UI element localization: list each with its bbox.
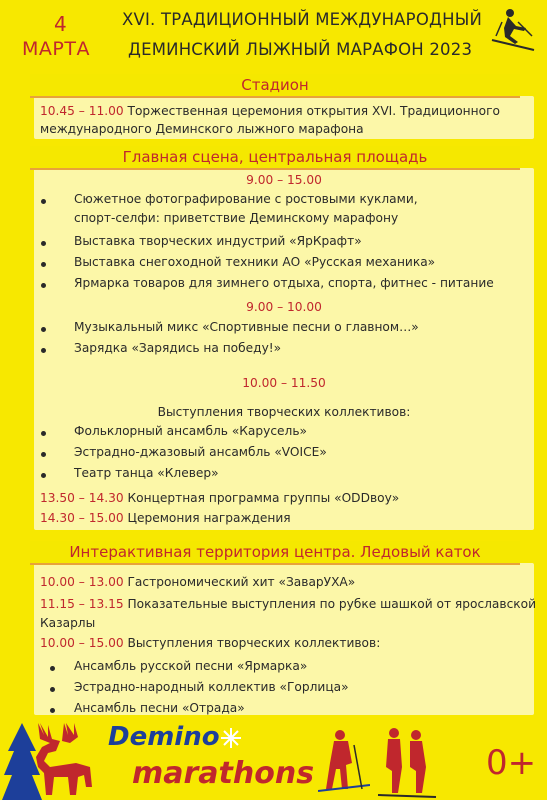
event-text: Выступления творческих коллективов: [127, 636, 381, 650]
title-line-2: ДЕМИНСКИЙ ЛЫЖНЫЙ МАРАФОН 2023 [128, 40, 473, 59]
list-item: Эстрадно-народный коллектив «Горлица» [74, 680, 349, 694]
list-item: Зарядка «Зарядись на победу!» [74, 341, 282, 355]
block3-time: 10.00 – 11.50 [242, 376, 326, 390]
bullet [50, 666, 55, 671]
event-time: 14.30 – 15.00 [40, 511, 124, 525]
title-line-1: XVI. ТРАДИЦИОННЫЙ МЕЖДУНАРОДНЫЙ [122, 10, 483, 29]
interactive-event-1 [40, 575, 355, 589]
bullet [41, 199, 46, 204]
bullet [41, 241, 46, 246]
list-item: Эстрадно-джазовый ансамбль «VOICE» [74, 445, 327, 459]
logo-demino: Demino [108, 722, 220, 752]
bullet [41, 473, 46, 478]
moose-icon [30, 717, 102, 799]
stadium-line-2: международного Деминского лыжного марафона [40, 122, 364, 136]
event-time: 10.00 – 15.00 [40, 636, 124, 650]
list-item: Ярмарка товаров для зимнего отдыха, спорта, фитнес - питание [74, 276, 494, 290]
stadium-heading: Стадион [30, 74, 520, 96]
interactive-event-3 [40, 636, 380, 650]
bullet [50, 687, 55, 692]
block2-time: 9.00 – 10.00 [246, 300, 322, 314]
stadium-line-1 [40, 104, 500, 118]
list-item: Фольклорный ансамбль «Карусель» [74, 424, 307, 438]
divider [30, 563, 520, 565]
age-rating: 0+ [486, 743, 537, 783]
event-text: Церемония награждения [127, 511, 291, 525]
footer [0, 715, 547, 800]
snowflake-icon [220, 727, 242, 749]
event-text: Показательные выступления по рубке шашкой от ярославской [127, 597, 537, 611]
bullet [41, 327, 46, 332]
bullet [41, 283, 46, 288]
list-item-continuation: спорт-селфи: приветствие Деминскому марафону [74, 211, 399, 225]
date-month: МАРТА [22, 38, 90, 60]
bullet [50, 708, 55, 713]
list-item: Ансамбль русской песни «Ярмарка» [74, 659, 308, 673]
list-item: Выставка снегоходной техники АО «Русская механика» [74, 255, 436, 269]
main-stage-heading: Главная сцена, центральная площадь [30, 146, 520, 168]
event-time: 10.00 – 13.00 [40, 575, 124, 589]
list-item: Музыкальный микс «Спортивные песни о главном…» [74, 320, 419, 334]
divider [30, 168, 520, 170]
logo-marathons: marathons [132, 756, 315, 791]
interactive-heading: Интерактивная территория центра. Ледовый каток [30, 541, 520, 563]
event-text: Концертная программа группы «ODDвоу» [127, 491, 400, 505]
couple-skiers-icon [376, 727, 438, 799]
header [0, 0, 547, 72]
bullet [41, 431, 46, 436]
main-event-1 [40, 491, 399, 505]
divider [30, 96, 520, 98]
event-time: 13.50 – 14.30 [40, 491, 124, 505]
list-item: Выставка творческих индустрий «ЯрКрафт» [74, 234, 362, 248]
interactive-event-2 [40, 597, 536, 611]
list-item: Сюжетное фотографирование с ростовыми куклами, [74, 192, 418, 206]
list-item: Театр танца «Клевер» [74, 466, 219, 480]
bullet [41, 452, 46, 457]
block3-title: Выступления творческих коллективов: [157, 405, 411, 419]
skier-icon [488, 6, 538, 52]
interactive-event-2-continuation: Казарлы [40, 616, 96, 630]
date-day: 4 [54, 12, 67, 36]
event-text: Гастрономический хит «ЗаварУХА» [127, 575, 356, 589]
block1-time: 9.00 – 15.00 [246, 173, 322, 187]
list-item: Ансамбль песни «Отрада» [74, 701, 245, 715]
event-text: Торжественная церемония открытия XVI. Традиционного [127, 104, 500, 118]
event-time: 11.15 – 13.15 [40, 597, 124, 611]
main-event-2 [40, 511, 291, 525]
skier-icon [318, 729, 370, 799]
bullet [41, 262, 46, 267]
event-time: 10.45 – 11.00 [40, 104, 124, 118]
bullet [41, 348, 46, 353]
